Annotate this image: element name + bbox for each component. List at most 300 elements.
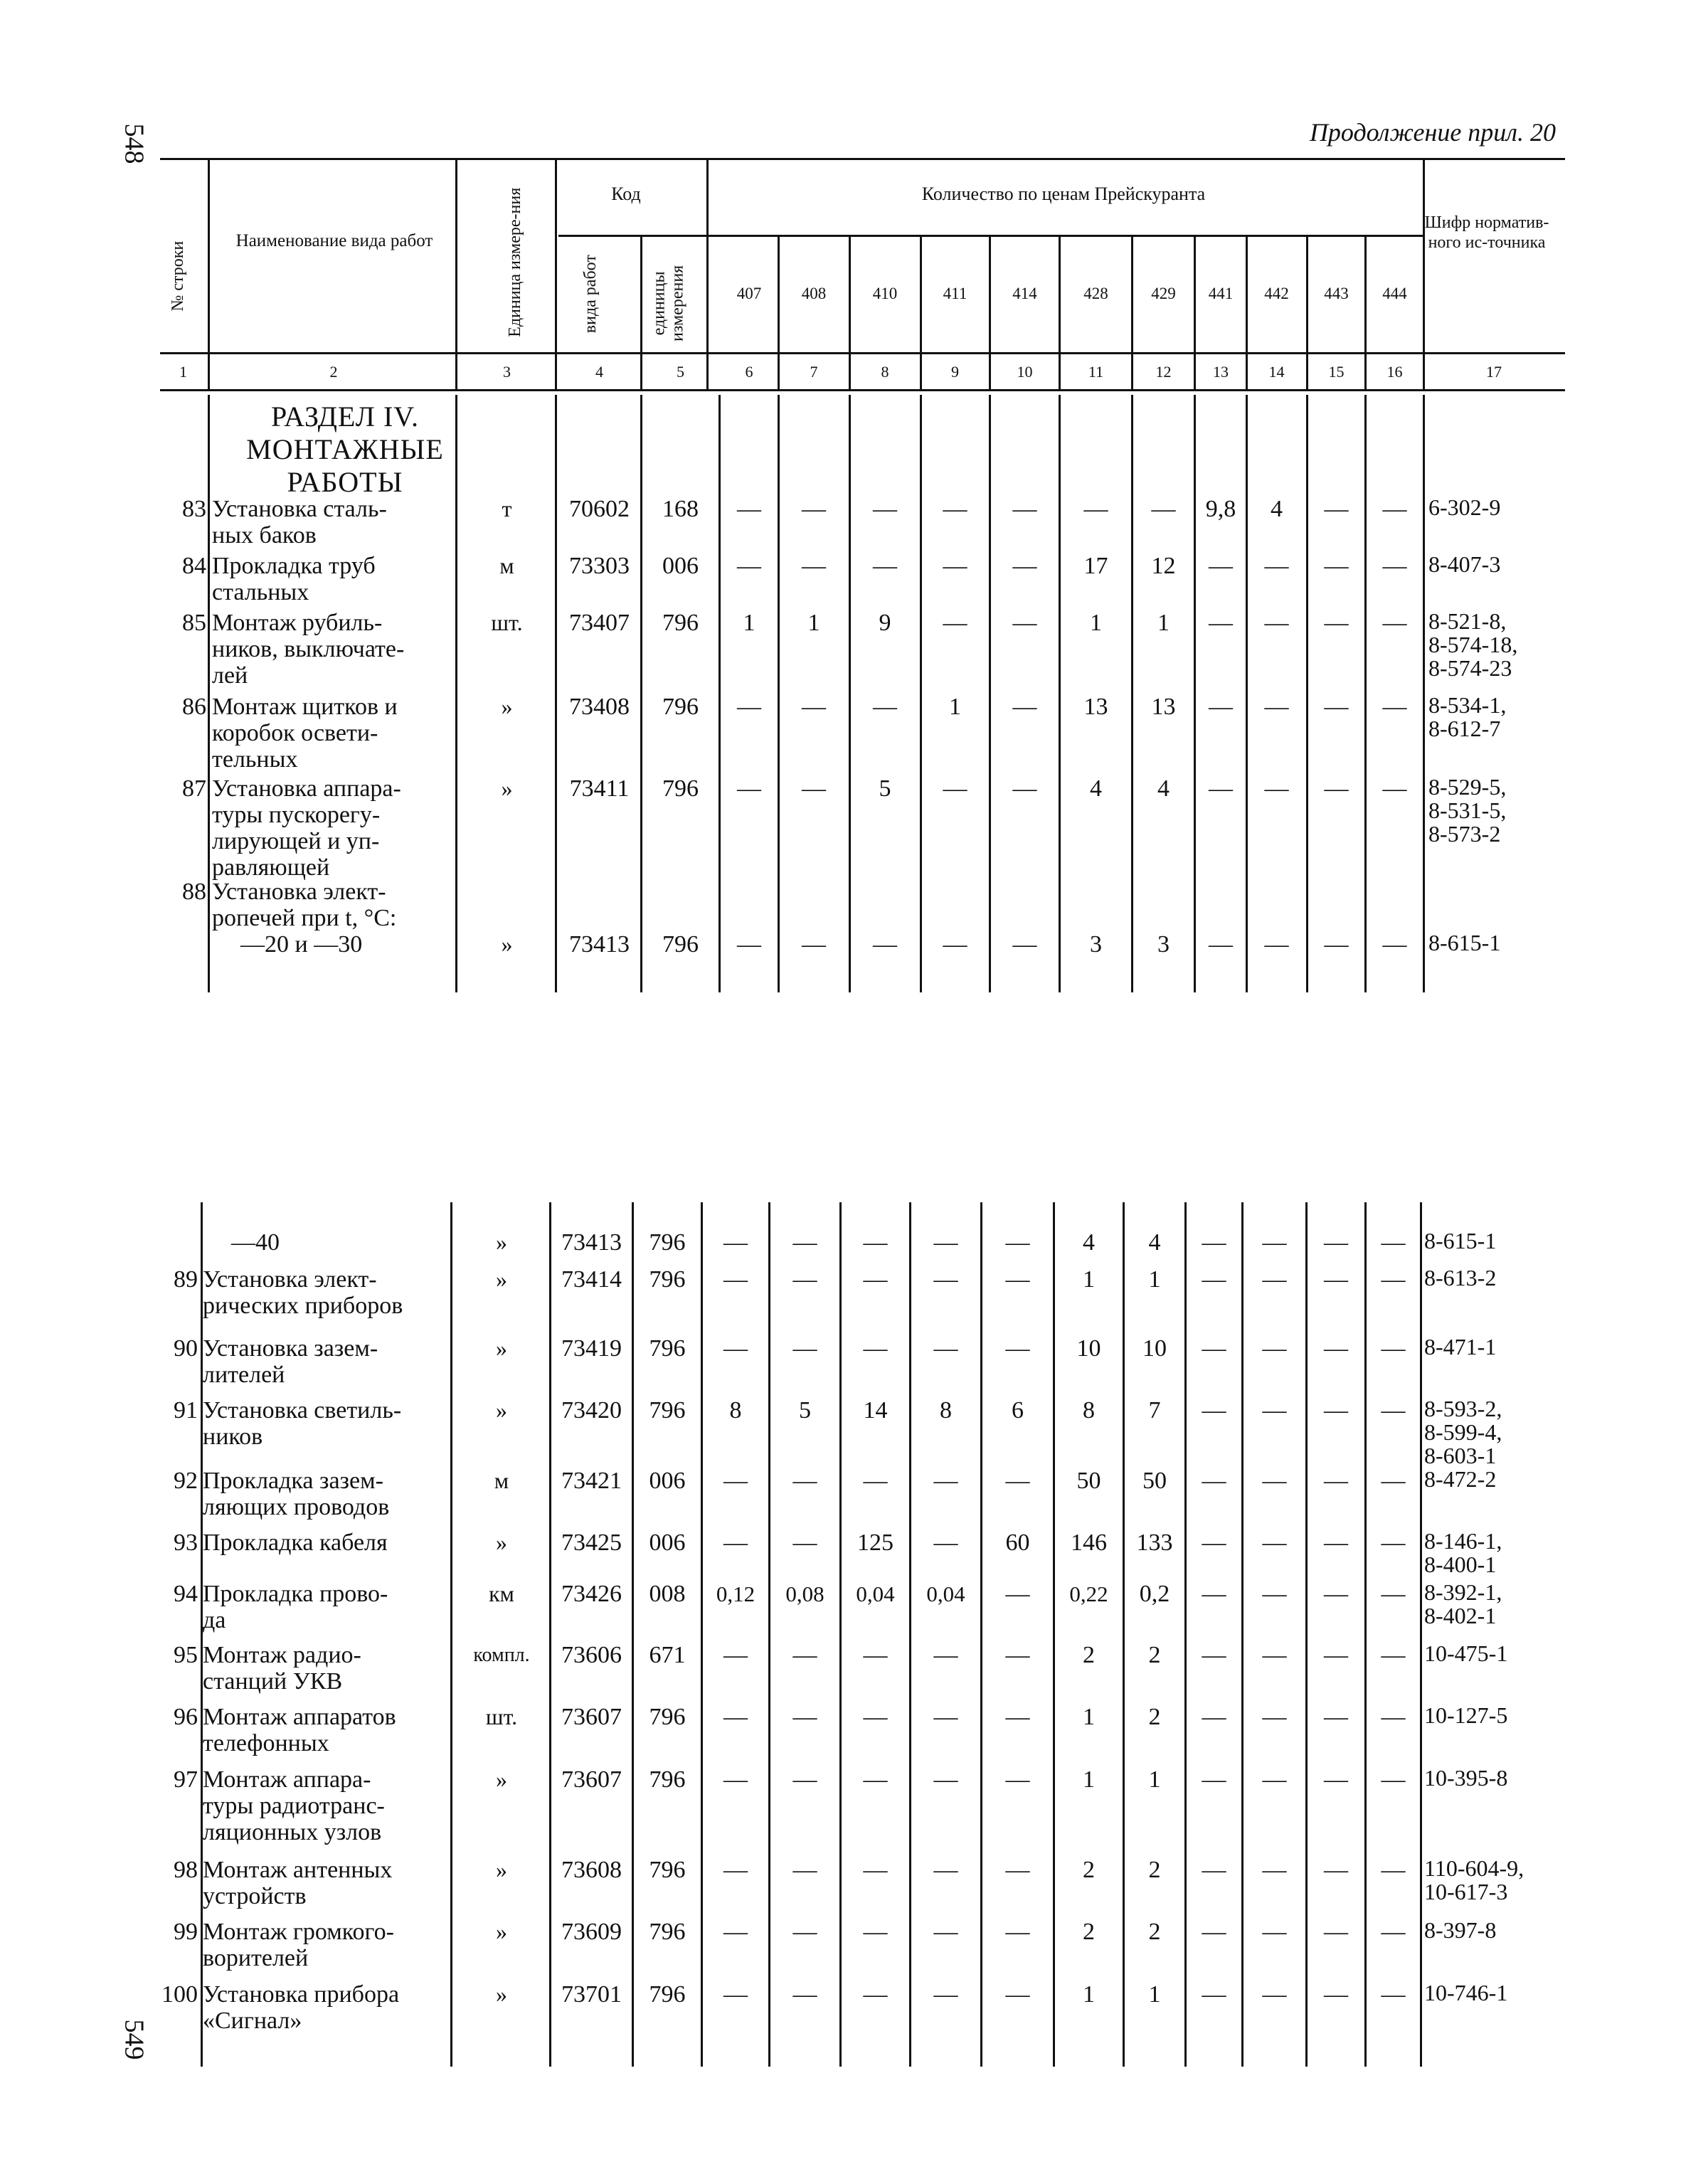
unit: шт. [491,610,523,635]
row-number: 98 [174,1857,198,1883]
quantity-442: — [1262,1530,1287,1556]
quantity-441: — [1202,1581,1226,1607]
header-cipher: Шифр норматив-ного ис-точника [1424,213,1549,252]
unit: » [496,1397,507,1423]
quantity-408: — [802,496,826,522]
quantity-429: 50 [1142,1468,1167,1494]
quantity-414: — [1005,1581,1030,1607]
work-code: 73607 [561,1704,622,1730]
quantity-444: — [1381,1581,1406,1607]
source-cipher-line: 8-529-5, [1428,774,1507,800]
header-code-unit: единицы измерения [649,265,687,341]
quantity-407: — [737,931,761,958]
column-number: 10 [1017,363,1033,381]
quantity-411: 0,04 [926,1581,965,1606]
unit-code: 796 [649,1266,686,1293]
quantity-407: — [723,1857,748,1883]
quantity-410: — [863,1919,888,1945]
header-price-414: 414 [1012,285,1037,302]
source-cipher [1424,1704,1507,1727]
quantity-442: 4 [1271,496,1283,522]
source-cipher-line: 10-127-5 [1424,1702,1508,1728]
row-number: 89 [174,1266,198,1293]
unit: » [496,1857,507,1882]
source-cipher-line: 10-746-1 [1424,1980,1508,2005]
work-name [203,1335,450,1388]
quantity-443: — [1324,1397,1348,1424]
header-work-name: Наименование вида работ [235,231,433,250]
quantity-429: 12 [1151,553,1176,579]
work-name-line: Установка зазем- [203,1335,378,1362]
quantity-428: 8 [1083,1397,1095,1424]
quantity-414: — [1005,1981,1030,2008]
source-cipher [1424,1266,1496,1290]
work-name-line: ников [203,1424,263,1450]
quantity-411: — [943,553,967,579]
quantity-443: — [1324,1919,1348,1945]
quantity-407: — [737,694,761,720]
source-cipher [1424,1468,1496,1491]
source-cipher-line: 8-521-8, [1428,608,1507,634]
quantity-414: — [1012,553,1037,579]
work-name [212,694,455,773]
header-code: Код [611,184,641,204]
work-name-line: коробок освети- [212,720,378,746]
quantity-411: — [933,1266,958,1293]
unit: км [489,1581,514,1606]
work-name [203,1704,450,1756]
source-cipher-line: 8-146-1, [1424,1528,1502,1554]
quantity-442: — [1262,1335,1287,1362]
quantity-414: — [1005,1229,1030,1256]
work-name-line: Монтаж громкого- [203,1919,394,1945]
quantity-411: — [933,1335,958,1362]
unit: » [501,775,513,801]
row-number: 84 [182,553,206,579]
quantity-444: — [1382,553,1407,579]
source-cipher-line: 8-613-2 [1424,1265,1497,1290]
row-number: 93 [174,1530,198,1556]
rule-vertical [1420,1202,1422,2067]
source-cipher-line: 6-302-9 [1428,494,1501,520]
quantity-410: 0,04 [856,1581,895,1606]
work-name-line: ников, выключате- [212,636,405,662]
unit-code: 168 [662,496,699,522]
unit-code: 796 [649,1857,686,1883]
work-name [203,1919,450,1971]
quantity-411: — [933,1857,958,1883]
work-name-line: ляющих проводов [203,1494,390,1520]
unit: » [501,931,513,957]
quantity-408: — [792,1530,817,1556]
quantity-429: 2 [1148,1704,1161,1730]
work-code: 73701 [561,1981,622,2008]
quantity-442: — [1262,1266,1287,1293]
work-name-line: Монтаж аппаратов [203,1704,396,1730]
quantity-410: — [863,1229,888,1256]
column-number: 13 [1213,363,1229,381]
quantity-442: — [1264,610,1289,636]
quantity-441: — [1202,1397,1226,1424]
quantity-414: — [1005,1335,1030,1362]
rule-vertical [208,158,210,389]
source-cipher [1424,1397,1502,1468]
rule-vertical [1423,395,1425,992]
quantity-411: 8 [940,1397,952,1424]
quantity-408: — [802,553,826,579]
quantity-410: 125 [857,1530,893,1556]
quantity-414: — [1012,775,1037,802]
quantity-407: — [723,1704,748,1730]
unit: » [496,1266,507,1292]
work-name-line: Монтаж рубиль- [212,610,383,636]
quantity-429: 1 [1148,1981,1161,2008]
unit-code: 006 [649,1530,686,1556]
quantity-428: 3 [1090,931,1102,958]
quantity-443: — [1324,1335,1348,1362]
quantity-442: — [1264,775,1289,802]
quantity-414: — [1005,1642,1030,1668]
unit-code: 796 [649,1704,686,1730]
source-cipher-line: 8-534-1, [1428,692,1507,718]
column-number: 11 [1088,363,1104,381]
quantity-442: — [1264,553,1289,579]
source-cipher [1428,775,1506,846]
work-name [212,775,455,881]
row-number: 97 [174,1766,198,1793]
quantity-442: — [1262,1919,1287,1945]
quantity-444: — [1381,1397,1406,1424]
row-number: 92 [174,1468,198,1494]
source-cipher-line: 8-471-1 [1424,1334,1497,1359]
work-name-line: устройств [203,1883,307,1909]
quantity-407: — [723,1766,748,1793]
quantity-444: — [1381,1766,1406,1793]
quantity-443: — [1324,1229,1348,1256]
quantity-410: 14 [863,1397,888,1424]
quantity-441: — [1209,610,1233,636]
header-price-441: 441 [1208,285,1234,302]
source-cipher-line: 8-407-3 [1428,551,1501,577]
quantity-444: — [1381,1981,1406,2008]
work-name-line: Монтаж радио- [203,1642,361,1668]
source-cipher-line: 8-573-2 [1428,821,1501,847]
page-number-bottom: 549 [119,2019,149,2060]
quantity-443: — [1324,496,1349,522]
unit: » [496,1335,507,1361]
unit: » [496,1919,507,1944]
rule-vertical [555,395,557,992]
quantity-407: — [723,1530,748,1556]
rule-vertical [849,235,851,389]
header-price-444: 444 [1382,285,1407,302]
unit: т [502,496,512,521]
source-cipher [1424,1642,1507,1665]
work-name-line: ных баков [212,522,317,548]
work-name [203,1397,450,1450]
quantity-408: — [802,775,826,802]
unit-code: 796 [649,1229,686,1256]
quantity-408: 0,08 [785,1581,824,1606]
rule-vertical [1364,235,1367,389]
quantity-410: — [863,1335,888,1362]
source-cipher-line: 8-574-23 [1428,655,1512,681]
quantity-429: 1 [1148,1266,1161,1293]
quantity-443: — [1324,1530,1348,1556]
rule-vertical [455,395,457,992]
quantity-443: — [1324,931,1349,958]
quantity-411: — [933,1530,958,1556]
work-code: 70602 [569,496,630,522]
quantity-407: — [723,1642,748,1668]
source-cipher [1424,1530,1502,1576]
quantity-408: — [792,1766,817,1793]
quantity-442: — [1262,1981,1287,2008]
row-number: 99 [174,1919,198,1945]
quantity-442: — [1264,694,1289,720]
work-code: 73407 [569,610,630,636]
work-code: 73413 [561,1229,622,1256]
quantity-428: 4 [1090,775,1102,802]
rule-horizontal [160,158,1565,160]
row-number: 95 [174,1642,198,1668]
work-name-line: равляющей [212,854,330,881]
quantity-444: — [1381,1919,1406,1945]
column-number: 7 [810,363,818,381]
quantity-441: — [1209,553,1233,579]
quantity-443: — [1324,1981,1348,2008]
quantity-429: — [1151,496,1176,522]
unit: » [496,1766,507,1792]
unit-code: 008 [649,1581,686,1607]
quantity-428: 1 [1083,1704,1095,1730]
quantity-408: — [792,1266,817,1293]
work-name [203,1229,450,1256]
quantity-428: 1 [1083,1766,1095,1793]
row-number: 96 [174,1704,198,1730]
quantity-408: — [802,931,826,958]
column-number: 1 [179,363,187,381]
quantity-410: — [873,694,897,720]
source-cipher [1428,931,1500,955]
quantity-410: 5 [879,775,891,802]
source-cipher-line: 8-392-1, [1424,1579,1502,1605]
source-cipher [1428,694,1506,741]
work-name-line: ропечей при t, °С: [212,905,397,931]
source-cipher-line: 8-472-2 [1424,1466,1497,1492]
source-cipher-line: 110-604-9, [1424,1855,1524,1881]
section-title [228,401,462,499]
quantity-444: — [1382,610,1407,636]
quantity-441: — [1202,1919,1226,1945]
quantity-414: — [1012,931,1037,958]
work-code: 73421 [561,1468,622,1494]
rule-vertical [1306,235,1308,389]
unit-code: 796 [649,1981,686,2008]
quantity-410: — [863,1266,888,1293]
work-name-line: Установка светиль- [203,1397,402,1424]
quantity-444: — [1381,1857,1406,1883]
quantity-441: — [1202,1981,1226,2008]
quantity-441: — [1202,1530,1226,1556]
quantity-411: — [943,931,967,958]
quantity-441: — [1202,1857,1226,1883]
source-cipher-line: 10-617-3 [1424,1879,1508,1904]
source-cipher-line: 8-612-7 [1428,716,1501,741]
quantity-428: 146 [1071,1530,1107,1556]
work-code: 73419 [561,1335,622,1362]
quantity-441: — [1202,1704,1226,1730]
column-number: 5 [677,363,684,381]
rule-vertical [920,235,922,389]
work-name [212,879,455,958]
quantity-429: 2 [1148,1642,1161,1668]
quantity-428: — [1083,496,1108,522]
source-cipher [1428,496,1500,519]
work-name-line: Монтаж аппара- [203,1766,371,1793]
quantity-414: — [1012,694,1037,720]
column-number: 8 [881,363,889,381]
work-name-line: Установка аппара- [212,775,401,802]
quantity-443: — [1324,553,1349,579]
quantity-411: — [943,775,967,802]
column-number: 14 [1268,363,1285,381]
quantity-411: — [943,610,967,636]
quantity-414: — [1012,496,1037,522]
source-cipher-line: 8-400-1 [1424,1552,1497,1577]
quantity-441: — [1202,1766,1226,1793]
quantity-429: 0,2 [1139,1581,1170,1607]
quantity-410: — [863,1857,888,1883]
work-code: 73414 [561,1266,622,1293]
rule-vertical [1246,235,1248,389]
rule-vertical [706,158,709,389]
quantity-441: — [1202,1229,1226,1256]
source-cipher [1424,1335,1496,1359]
header-price-442: 442 [1264,285,1289,302]
quantity-411: — [933,1981,958,2008]
quantity-441: — [1209,694,1233,720]
header-quantity: Количество по ценам Прейскуранта [921,184,1206,204]
rule-vertical [555,158,557,389]
work-name-line: Монтаж антенных [203,1857,393,1883]
rule-vertical [450,1202,452,2067]
rule-vertical [778,235,780,389]
quantity-408: — [792,1642,817,1668]
work-name-line: Монтаж щитков и [212,694,398,720]
quantity-429: 1 [1157,610,1170,636]
work-name-line: телефонных [203,1730,329,1756]
work-code: 73607 [561,1766,622,1793]
work-name [212,496,455,548]
work-name-line: ляционных узлов [203,1819,382,1845]
source-cipher-line: 8-599-4, [1424,1419,1502,1445]
row-number: 86 [182,694,206,720]
quantity-428: 1 [1083,1981,1095,2008]
quantity-411: — [933,1642,958,1668]
quantity-410: — [863,1766,888,1793]
quantity-443: — [1324,694,1349,720]
quantity-441: — [1202,1642,1226,1668]
unit-code: 796 [662,931,699,958]
header-price-407: 407 [736,285,762,302]
work-name [203,1981,450,2034]
quantity-407: 0,12 [716,1581,755,1606]
source-cipher [1424,1919,1496,1942]
quantity-414: — [1005,1857,1030,1883]
quantity-410: — [863,1468,888,1494]
quantity-429: 3 [1157,931,1170,958]
work-name-line: лирующей и уп- [212,828,380,854]
source-cipher-line: 8-603-1 [1424,1443,1497,1468]
unit: » [496,1229,507,1255]
quantity-428: 2 [1083,1642,1095,1668]
quantity-444: — [1381,1335,1406,1362]
rule-vertical [455,158,457,389]
work-name-line: Установка сталь- [212,496,387,522]
quantity-407: — [723,1229,748,1256]
quantity-414: 6 [1012,1397,1024,1424]
quantity-407: 1 [743,610,755,636]
unit: » [501,694,513,719]
quantity-410: — [873,931,897,958]
work-name-line: стальных [212,579,309,605]
quantity-429: 133 [1136,1530,1173,1556]
unit: » [496,1530,507,1555]
page-number-top: 548 [119,123,149,164]
work-name-line: лителей [203,1362,285,1388]
quantity-442: — [1264,931,1289,958]
quantity-411: — [933,1704,958,1730]
quantity-411: — [933,1766,958,1793]
rule-vertical [1059,235,1061,389]
rule-vertical [1131,235,1133,389]
source-cipher-line: 8-402-1 [1424,1603,1497,1628]
header-unit: Единица измере-ния [506,187,525,337]
rule-horizontal [160,389,1565,391]
header-row-no: № строки [168,240,187,312]
work-name-line: лей [212,662,248,689]
quantity-442: — [1262,1468,1287,1494]
section-title-line: РАБОТЫ [287,466,403,498]
source-cipher-line: 8-615-1 [1428,930,1501,955]
row-number: 91 [174,1397,198,1424]
quantity-444: — [1381,1530,1406,1556]
work-name [203,1857,450,1909]
work-code: 73425 [561,1530,622,1556]
quantity-441: — [1202,1335,1226,1362]
work-name-line: —20 и —30 [240,931,363,958]
rule-horizontal [160,352,1565,354]
source-cipher [1428,553,1500,576]
quantity-410: — [873,553,897,579]
quantity-411: — [943,496,967,522]
source-cipher [1424,1981,1507,2005]
rule-vertical [989,235,991,389]
quantity-410: — [863,1642,888,1668]
quantity-408: — [792,1857,817,1883]
quantity-444: — [1381,1229,1406,1256]
source-cipher-line: 8-531-5, [1428,797,1507,823]
quantity-429: 2 [1148,1857,1161,1883]
quantity-442: — [1262,1229,1287,1256]
quantity-411: 1 [949,694,961,720]
work-name-line: Прокладка кабеля [203,1530,388,1556]
quantity-408: — [792,1919,817,1945]
column-number: 15 [1328,363,1345,381]
quantity-442: — [1262,1704,1287,1730]
source-cipher [1424,1857,1524,1904]
